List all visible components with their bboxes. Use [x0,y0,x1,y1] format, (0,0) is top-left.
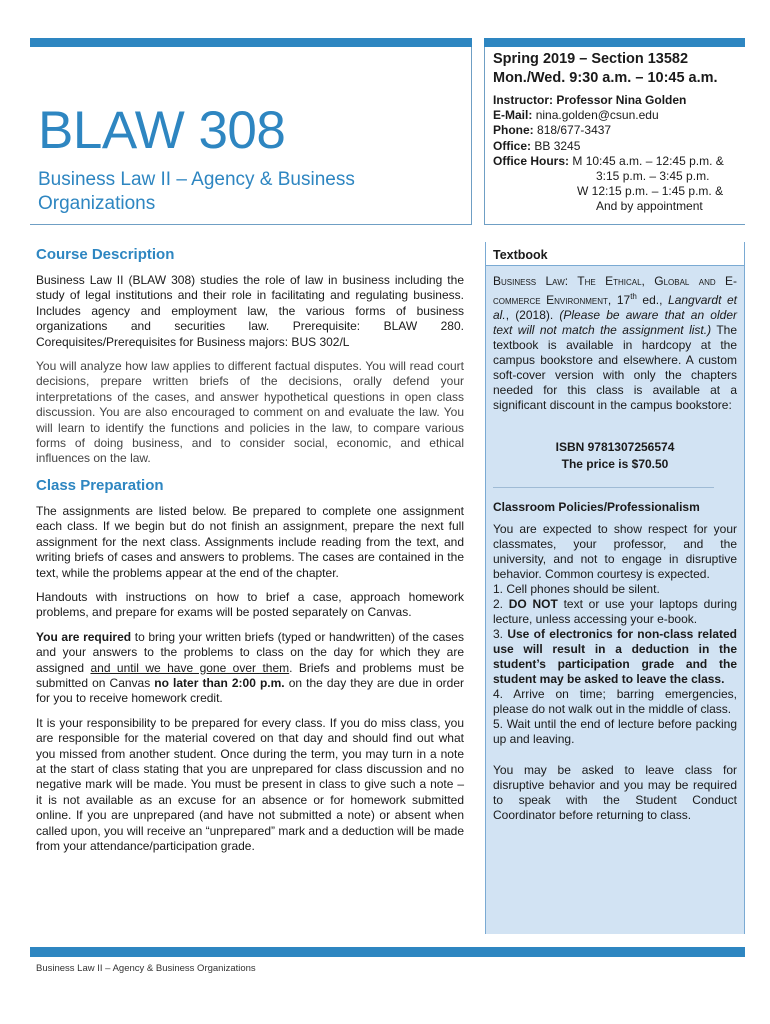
office-hours-line-4: And by appointment [596,199,703,214]
course-description-para-1: Business Law II (BLAW 308) studies the role of law in business including the study of legal institutions and their role in facilitating and regulating business. Includes agency and employment law, the various forms of business organizations and securities law. Prerequisite: BLAW 280. Corequisites/Prerequisites for Business majors: BUS 302/L [36,273,464,349]
email-line: E-Mail: nina.golden@csun.edu [493,108,659,123]
office-hours-line: Office Hours: M 10:45 a.m. – 12:45 p.m. & [493,153,724,168]
instructor-line: Instructor: Professor Nina Golden [493,93,687,107]
class-preparation-heading: Class Preparation [36,476,164,494]
footer-accent-bar [30,947,745,957]
class-preparation-para-1: The assignments are listed below. Be prepared to complete one assignment each class. If we begin but do not finish an assignment, prepare the next full assignment for the next class. Assignments include reading from the text, and writing briefs of cases and answers to problems. The cases are contained in the text, while the problems appear at the end of the chapter. [36,503,464,580]
course-code: BLAW 308 [38,101,286,160]
term-section: Spring 2019 – Section 13582 [493,51,689,67]
course-info-block [484,47,745,225]
policies-closing: You may be asked to leave class for disruptive behavior and you may be required to speak with the Student Conduct Coordinator before returning to class. [493,763,737,822]
course-description-heading: Course Description [36,246,175,263]
course-description-para-2: You will analyze how law applies to different factual disputes. You will read court decisions, prepare written briefs of the decisions, orally defend your interpretations of the cases, and answer hypothetical questions in open class discussion. You are also encouraged to comment on and evaluate the law. You will learn to identify the functions and policies in the law, to compare various forms of doing business, and to consider social, economic, and ethical influences on the law. [36,359,464,466]
policy-item-5: 5. Wait until the end of lecture before packing up and leaving. [493,717,737,746]
class-preparation-para-2: Handouts with instructions on how to brief a case, approach homework problems, and prepare for exams will be posted separately on Canvas. [36,589,464,620]
office-hours-line-3: W 12:15 p.m. – 1:45 p.m. & [577,184,724,199]
textbook-price: The price is $70.50 [561,457,669,471]
class-schedule: Mon./Wed. 9:30 a.m. – 10:45 a.m. [493,70,718,86]
office-hours-line-2: 3:15 p.m. – 3:45 p.m. [596,169,710,184]
sidebar-divider [493,487,714,488]
title-block [30,47,472,225]
email-link[interactable]: nina.golden@csun.edu [535,108,659,123]
info-accent-bar [484,38,745,47]
phone-line: Phone: 818/677-3437 [493,123,612,138]
class-preparation-para-4: It is your responsibility to be prepared for every class. If you do miss class, you are responsible for the material covered on that day and should find out what you missed from another student. Once during the term, you may turn in a note at the start of class stating that you are unprepared for class discussion and no negative mark will be made. You must be present in class to give such a note – it is not available as an excuse for an absence or for homework submitted online. If you are unprepared (and have not submitted a note) or absent when called upon, you will receive an “unprepared” mark and a deduction will be made from your attendance/participation grade. [36,715,464,853]
textbook-isbn: ISBN 9781307256574 [555,440,675,454]
textbook-description: Business Law: The Ethical, Global and E-commerce Environment, 17th ed., Langvardt et al., (2018). (Please be aware that an older text will not match the assignment list.) The textbook is available in hardcopy at the campus bookstore and elsewhere. A custom soft-cover version with only the chapters needed for this class is available at a significant discount in the campus bookstore: [493,274,738,412]
footer-text: Business Law II – Agency & Business Organizations [36,963,256,974]
class-preparation-para-3: You are required to bring your written briefs (typed or handwritten) of the cases and your answers to the problems to class on the day for which they are assigned and until we have gone over them. Briefs and problems must be submitted on Canvas no later than 2:00 p.m. on the day they are due in order for you to receive homework credit. [36,629,465,706]
policy-item-4: 4. Arrive on time; barring emergencies, please do not walk out in the middle of class. [493,687,737,716]
course-name: Business Law II – Agency & Business Organizations [38,169,355,214]
textbook-heading: Textbook [486,242,744,266]
main-content [36,245,464,863]
policies-intro: You are expected to show respect for your classmates, your professor, and the university, and not to engage in disruptive behavior. Common courtesy is expected. [493,522,737,581]
policy-item-2: 2. DO NOT text or use your laptops during lecture, unless accessing your e-book. [493,597,738,626]
header-accent-bar [30,38,472,47]
policies-heading: Classroom Policies/Professionalism [493,500,700,514]
office-line: Office: BB 3245 [493,138,581,153]
sidebar [485,242,745,934]
policy-item-3: 3. Use of electronics for non-class related use will result in a deduction in the student’s participation grade and the student may be asked to leave the class. [493,627,737,686]
policy-item-1: 1. Cell phones should be silent. [493,582,660,596]
